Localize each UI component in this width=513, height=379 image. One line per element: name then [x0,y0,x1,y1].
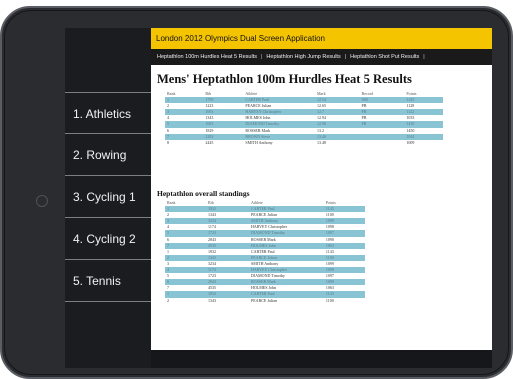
table-cell: 1009 [406,139,415,145]
table-cell: 2 [165,255,206,261]
table-cell: 13.46 [315,134,360,140]
sidebar-item-cycling-2[interactable]: 4. Cycling 2 [65,218,151,260]
tab-high-jump[interactable]: Heptathlon High Jump Results [266,54,341,60]
table-cell: 2445 [205,139,214,145]
table-cell: 2 [167,297,169,303]
table-cell: CARTER Paul [243,97,315,103]
sidebar-item-cycling-1[interactable]: 3. Cycling 1 [65,176,151,218]
table-cell: 1174 [208,224,216,230]
table-cell: SMITH Anthony [245,139,273,145]
table-cell: 4535 [208,285,217,291]
table-cell: 1430 [404,121,443,127]
table-cell: PEARCE Julian [249,255,324,261]
sidebar-list [65,92,151,302]
table-cell: 4 [167,115,169,121]
table-cell: 1829 [205,127,214,133]
tablet-frame [0,6,513,379]
table-cell: 12.65 [316,103,326,109]
table-cell: PB [360,109,405,115]
standings-table [165,200,365,304]
table-cell: 2 [167,103,169,109]
table-cell: 1343 [206,255,249,261]
table-cell: 1723 [208,273,217,279]
sidebar-item-rowing[interactable]: 2. Rowing [65,134,151,176]
table-cell: 3 [167,260,169,266]
table-cell: 1343 [205,115,214,121]
table-row [165,140,443,146]
page-title: Mens' Heptathlon 100m Hurdles Heat 5 Results [157,72,412,86]
table-cell: 2843 [206,279,249,285]
table-cell: 1063 [325,285,334,291]
table-cell: 13.48 [316,139,326,145]
table-cell: 12.96 [315,121,360,127]
table-cell: 13.2 [316,127,324,133]
table-cell: 1063 [324,243,365,249]
table-cell: SMITH Anthony [251,260,279,266]
table-cell: CARTER Paul [249,206,324,212]
table-cell: HOLMES John [249,243,324,249]
table-cell: 1832 [208,248,217,254]
table-cell: 1 [167,248,169,254]
column-header-athlete: Athlete [251,200,263,205]
table-cell: 1098 [325,224,334,230]
tab-separator: | [423,54,425,60]
standings-title: Heptathlon overall standings [157,189,250,198]
table-row [165,298,365,304]
table-cell: 1343 [208,212,217,218]
table-cell: WR [360,97,405,103]
app-panel [151,28,492,368]
sidebar-item-athletics[interactable]: 1. Athletics [65,92,151,134]
table-cell: PB [360,121,405,127]
table-cell: 4 [165,267,206,273]
column-header-bib: Bib [205,91,212,96]
tab-shot-put[interactable]: Heptathlon Shot Put Results [350,54,420,60]
table-cell: 5 [165,121,203,127]
table-cell: HARVEY Christopher [249,267,324,273]
table-cell: PEARCE Julian [245,103,272,109]
table-cell: 1143 [325,248,334,254]
tablet-screen [65,28,492,368]
table-cell: 5 [167,273,169,279]
table-cell: 1693 [203,109,243,115]
tab-separator: | [344,54,347,60]
table-cell: PEARCE Julian [251,297,277,303]
table-cell: 7 [165,243,206,249]
table-cell: 1099 [324,218,365,224]
table-cell: ROSSER Mark [251,236,276,242]
table-cell: 3 [165,109,203,115]
table-cell: 8 [167,139,169,145]
table-cell: ROSSER Mark [249,279,324,285]
table-cell: 6 [167,127,169,133]
table-cell: 1122 [404,109,443,115]
table-cell: 1099 [325,260,334,266]
table-cell: PB [361,115,367,121]
table-cell: 1090 [324,279,365,285]
heat-results-table [165,91,443,146]
table-cell: CARTER Paul [251,248,275,254]
table-cell: 1100 [325,212,334,218]
column-header-rank: Rank [167,200,176,205]
app-title: London 2012 Olympics Dual Screen Application [151,28,492,49]
sidebar [65,28,151,368]
table-cell: 12.7 [315,109,360,115]
table-cell: 1033 [406,115,415,121]
table-cell: HARVEY Christopher [251,224,288,230]
table-cell: BROWN Steve [243,134,315,140]
table-cell: 1 [165,97,203,103]
table-cell: 3234 [208,260,217,266]
table-cell: 1143 [324,291,365,297]
table-cell: 4535 [206,243,249,249]
table-cell: 1100 [324,255,365,261]
table-cell: DIAMOND Timothy [243,121,315,127]
column-header-rank: Rank [167,91,176,96]
table-cell: 3 [165,218,206,224]
table-cell: 1174 [206,267,249,273]
table-cell: 1832 [206,206,249,212]
table-cell: 1098 [324,267,365,273]
table-cell: 1450 [406,127,415,133]
column-header-record: Record [361,91,374,96]
table-cell: 1145 [324,206,365,212]
results-content [151,65,492,350]
column-header-bib: Bib [208,200,214,205]
table-cell: 2283 [203,134,243,140]
table-cell: 1723 [206,230,249,236]
column-header-points: Points [325,200,336,205]
table-cell: PB [361,103,367,109]
tab-separator: | [260,54,263,60]
table-cell: 1097 [324,230,365,236]
table-cell: 1343 [208,297,217,303]
table-cell: 12.54 [315,97,360,103]
table-cell: 1223 [205,103,214,109]
table-cell: PEARCE Julian [251,212,277,218]
table-cell: 1097 [325,273,334,279]
home-button[interactable] [36,195,48,207]
table-cell: HOLMES John [251,285,277,291]
table-cell: 1683 [203,121,243,127]
column-header-athlete: Athlete [245,91,258,96]
table-cell: 5 [165,230,206,236]
table-cell: SMITH Anthony [249,218,324,224]
table-cell: 1044 [404,134,443,140]
table-cell: 1832 [206,291,249,297]
table-cell: 1128 [406,103,415,109]
table-cell: 1090 [325,236,334,242]
results-tab-bar [151,49,492,65]
table-cell: 2843 [208,236,217,242]
table-cell: CARTER Paul [249,291,324,297]
table-cell: ROSSER Mark [245,127,271,133]
table-cell: DIAMOND Timothy [249,230,324,236]
table-cell: 1145 [404,97,443,103]
sidebar-item-tennis[interactable]: 5. Tennis [65,260,151,302]
table-cell: 1799 [203,97,243,103]
column-header-mark: Mark [316,91,326,96]
table-cell: 1 [165,206,206,212]
table-cell: 7 [165,134,203,140]
table-cell: 3234 [206,218,249,224]
column-header-points: Points [406,91,417,96]
table-cell: 1100 [325,297,334,303]
table-cell: HARVEY Christopher [243,109,315,115]
table-cell: 1 [165,291,206,297]
table-cell: DIAMOND Timothy [251,273,285,279]
table-cell: 12.94 [316,115,326,121]
table-cell: 7 [167,285,169,291]
tab-hurdles-heat-5[interactable]: Heptathlon 100m Hurdles Heat 5 Results [157,54,257,60]
table-cell: 2 [167,212,169,218]
table-cell: 6 [165,279,206,285]
table-cell [360,140,405,146]
table-cell: 6 [167,236,169,242]
table-cell: 4 [167,224,169,230]
table-cell: HOLMES John [245,115,271,121]
